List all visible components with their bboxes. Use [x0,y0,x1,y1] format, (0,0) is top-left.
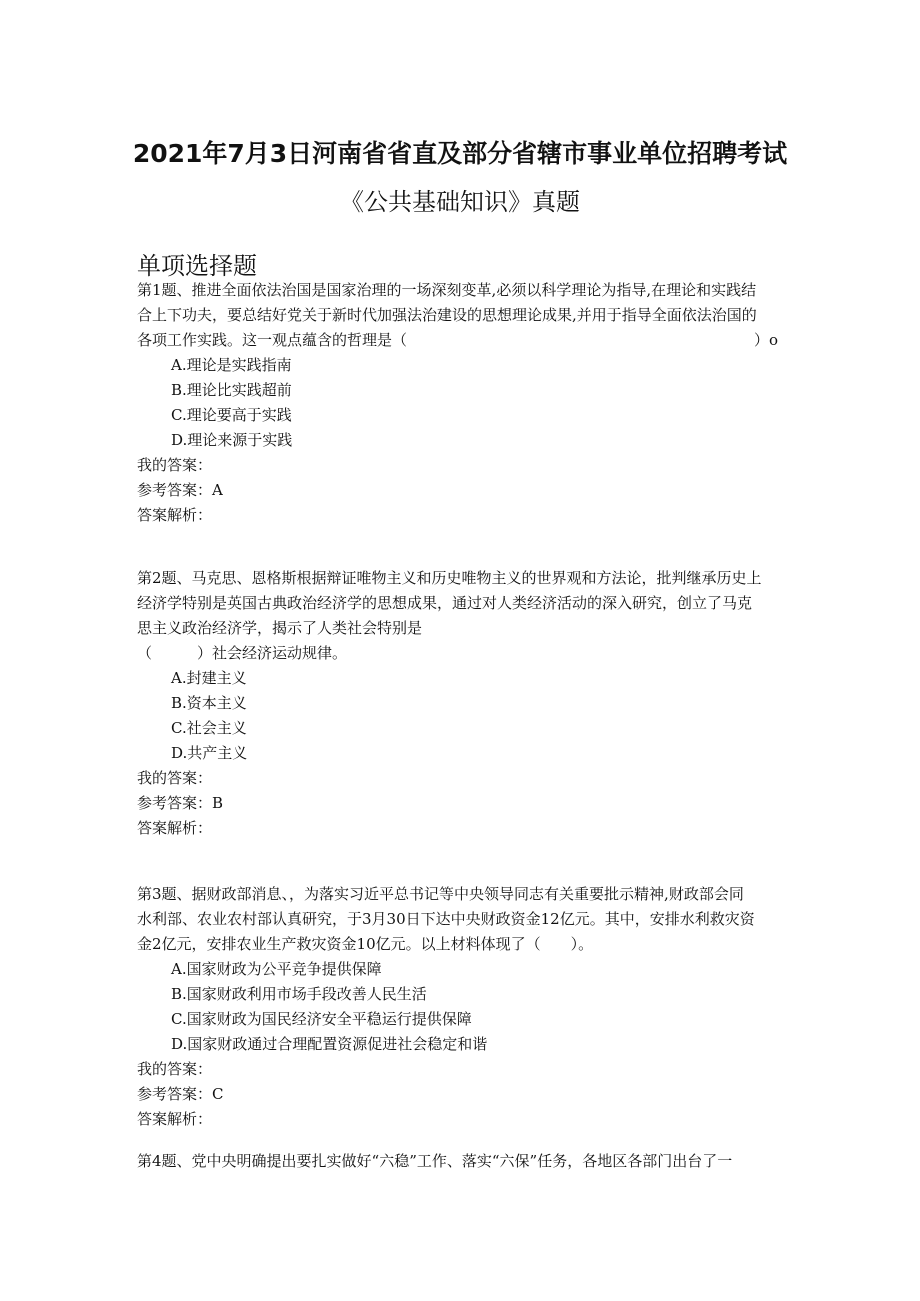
q2-option-c: C.社会主义 [171,719,247,737]
q2-reference-answer [137,791,787,816]
q1-stem-line3-end: ）o [754,331,779,349]
q3-stem-line1: 第3题、据财政部消息、，为落实习近平总书记等中央领导同志有关重要批示精神,财政部会同 [137,885,744,903]
q2-stem-line1: 第2题、马克思、恩格斯根据辩证唯物主义和历史唯物主义的世界观和方法论，批判继承历史上 [137,569,762,587]
q1-option-d: D.理论来源于实践 [171,431,293,449]
doc-title-line1: 2021年7月3日河南省省直及部分省辖市事业单位招聘考试 [132,139,788,168]
q3-ref-label: 参考答案： [137,1085,213,1103]
q2-ref-label: 参考答案： [137,794,213,812]
q2-analysis: 答案解析： [137,819,213,837]
q3-ref-value: C [212,1085,224,1103]
q3-my-answer: 我的答案： [137,1060,213,1078]
doc-title-line2: 《公共基础知识》真题 [340,188,580,216]
q1-option-b: B.理论比实践超前 [171,381,292,399]
q1-analysis: 答案解析： [137,506,213,524]
question-3 [137,882,787,1132]
q2-option-a: A.封建主义 [171,669,247,687]
q2-option-d: D.共产主义 [171,744,248,762]
q3-option-a: A.国家财政为公平竞争提供保障 [171,960,382,978]
q1-option-a: A.理论是实践指南 [171,356,292,374]
q2-option-b: B.资本主义 [171,694,247,712]
question-2 [137,566,787,841]
q3-option-c: C.国家财政为国民经济安全平稳运行提供保障 [171,1010,472,1028]
q1-stem-line2: 合上下功夫，要总结好党关于新时代加强法治建设的思想理论成果,并用于指导全面依法治国的 [137,306,757,324]
q1-stem-line1: 第1题、推进全面依法治国是国家治理的一场深刻变革,必须以科学理论为指导,在理论和实践结 [137,281,757,299]
q1-ref-value: A [212,481,223,499]
q1-stem-line3 [137,328,787,353]
q3-option-d: D.国家财政通过合理配置资源促进社会稳定和谐 [171,1035,488,1053]
q3-option-b: B.国家财政利用市场手段改善人民生活 [171,985,427,1003]
q1-stem-line3-text: 各项工作实践。这一观点蕴含的哲理是（ [137,331,408,349]
q3-stem-line2: 水利部、农业农村部认真研究，于3月30日下达中央财政资金12亿元。其中，安排水利救灾资 [137,910,755,928]
q3-reference-answer [137,1082,787,1107]
section-heading: 单项选择题 [137,252,257,280]
q1-reference-answer [137,478,787,503]
q2-my-answer: 我的答案： [137,769,213,787]
q1-option-c: C.理论要高于实践 [171,406,292,424]
q2-stem-line2: 经济学特别是英国古典政治经济学的思想成果，通过对人类经济活动的深入研究，创立了马克 [137,594,753,612]
q2-stem-line3: 思主义政治经济学，揭示了人类社会特别是 [137,619,423,637]
question-4 [137,1149,787,1174]
q2-ref-value: B [212,794,224,812]
q3-stem-line3: 金2亿元，安排农业生产救灾资金10亿元。以上材料体现了（ ）。 [137,935,594,953]
q3-analysis: 答案解析： [137,1110,213,1128]
q1-my-answer: 我的答案： [137,456,213,474]
q2-stem-line4: （ ）社会经济运动规律。 [137,644,348,662]
question-1 [137,278,787,528]
q1-ref-label: 参考答案： [137,481,213,499]
q4-stem-line1: 第4题、党中央明确提出要扎实做好“六稳”工作、落实“六保”任务，各地区各部门出台了一 [137,1152,733,1170]
